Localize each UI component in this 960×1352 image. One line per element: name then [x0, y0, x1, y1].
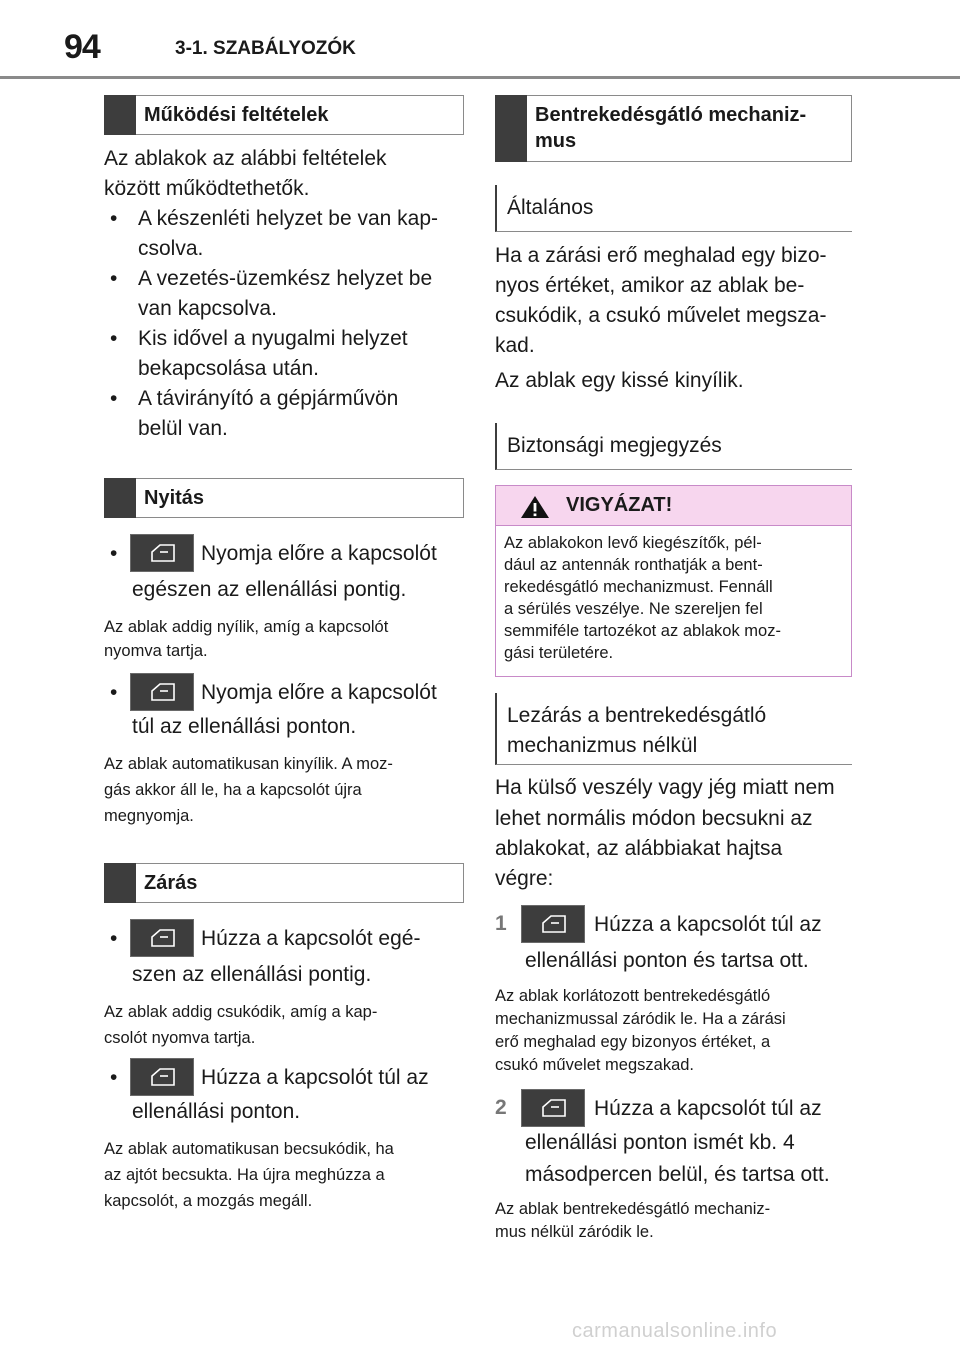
intro-line: között működtethetők.	[104, 177, 310, 200]
warning-line: Az ablakokon levő kiegészítők, pél-	[504, 534, 762, 552]
bullet: •	[110, 1066, 118, 1089]
header-rule	[0, 76, 960, 79]
paragraph-line: végre:	[495, 867, 554, 890]
note-line: nyomva tartja.	[104, 642, 208, 660]
bullet: •	[110, 927, 118, 950]
instruction-text: Húzza a kapcsolót egé-	[201, 927, 421, 950]
note-line: erő meghalad egy bizonyos értéket, a	[495, 1033, 771, 1051]
note-line: mus nélkül záródik le.	[495, 1223, 654, 1241]
note-line: Az ablak bentrekedésgátló mechaniz-	[495, 1200, 771, 1218]
step-number: 2	[495, 1096, 507, 1119]
note-line: kapcsolót, a mozgás megáll.	[104, 1192, 313, 1210]
list-item	[110, 324, 464, 384]
list-item	[110, 384, 464, 444]
note-line: Az ablak addig csukódik, amíg a kap-	[104, 1003, 378, 1021]
page-header	[0, 0, 960, 78]
subheading-general: Általános	[495, 185, 852, 232]
note-line: csukó művelet megszakad.	[495, 1056, 695, 1074]
section-heading-closing	[104, 863, 464, 903]
warning-line: semmiféle tartozékot az ablakok moz-	[504, 622, 781, 640]
list-item-text: csolva.	[138, 237, 204, 260]
note-line: Az ablak addig nyílik, amíg a kapcsolót	[104, 618, 389, 636]
subheading-closing-without-anti-trap	[495, 693, 852, 765]
step-text: Húzza a kapcsolót túl az	[594, 1097, 822, 1120]
note-line: Az ablak automatikusan kinyílik. A moz-	[104, 755, 393, 773]
warning-line: a sérülés veszélye. Ne szereljen fel	[504, 600, 763, 618]
section-bar	[104, 478, 136, 518]
instruction-text: túl az ellenállási ponton.	[132, 715, 357, 738]
list-item-text: Kis idővel a nyugalmi helyzet	[138, 327, 408, 350]
warning-box	[495, 485, 852, 677]
instruction-text: Húzza a kapcsolót túl az	[201, 1066, 429, 1089]
note-line: Az ablak automatikusan becsukódik, ha	[104, 1140, 394, 1158]
window-switch-button	[130, 673, 194, 711]
note-line: Az ablak korlátozott bentrekedésgátló	[495, 987, 771, 1005]
window-switch-icon	[541, 1098, 567, 1118]
section-bar	[104, 863, 136, 903]
page-number: 94	[64, 28, 100, 66]
step-number: 1	[495, 912, 507, 935]
window-switch-icon	[150, 682, 176, 702]
window-switch-button	[130, 1058, 194, 1096]
instruction-text: ellenállási ponton.	[132, 1100, 301, 1123]
bullet: •	[110, 267, 118, 290]
bullet: •	[110, 681, 118, 704]
warning-triangle-icon	[520, 495, 550, 519]
bullet: •	[110, 327, 118, 350]
window-switch-button	[521, 905, 585, 943]
bullet: •	[110, 387, 118, 410]
list-item	[110, 204, 464, 264]
paragraph-line: nyos értéket, amikor az ablak be-	[495, 274, 805, 297]
watermark: carmanualsonline.info	[572, 1320, 778, 1342]
intro-line: Az ablakok az alábbi feltételek	[104, 147, 387, 170]
window-switch-icon	[541, 914, 567, 934]
warning-line: dául az antennák ronthatják a bent-	[504, 556, 763, 574]
paragraph-line: Ha a zárási erő meghalad egy bizo-	[495, 244, 827, 267]
chapter-title: 3-1. SZABÁLYOZÓK	[175, 38, 356, 59]
list-item	[110, 264, 464, 324]
section-heading-opening	[104, 478, 464, 518]
step-text: ellenállási ponton és tartsa ott.	[525, 949, 809, 972]
paragraph-line: Az ablak egy kissé kinyílik.	[495, 369, 744, 392]
subheading-safety-note: Biztonsági megjegyzés	[495, 423, 852, 470]
note-line: csolót nyomva tartja.	[104, 1029, 256, 1047]
bullet: •	[110, 207, 118, 230]
paragraph-line: Ha külső veszély vagy jég miatt nem	[495, 776, 835, 799]
step-text: másodpercen belül, és tartsa ott.	[525, 1163, 830, 1186]
section-bar	[495, 95, 527, 162]
section-title: Működési feltételek	[144, 104, 329, 126]
subheading-line: mechanizmus nélkül	[507, 734, 698, 757]
paragraph-line: kad.	[495, 334, 535, 357]
note-line: megnyomja.	[104, 807, 194, 825]
window-switch-icon	[150, 928, 176, 948]
warning-line: gási területére.	[504, 644, 614, 662]
list-item-text: belül van.	[138, 417, 228, 440]
instruction-text: Nyomja előre a kapcsolót	[201, 542, 437, 565]
list-item-text: bekapcsolása után.	[138, 357, 319, 380]
section-title: Zárás	[144, 872, 198, 894]
section-title: Nyitás	[144, 487, 205, 509]
section-heading-operating-conditions	[104, 95, 464, 135]
note-line: az ajtót becsukta. Ha újra meghúzza a	[104, 1166, 385, 1184]
section-title: Bentrekedésgátló mechaniz- mus	[535, 104, 807, 152]
subheading-line: Lezárás a bentrekedésgátló	[507, 704, 767, 727]
instruction-text: Nyomja előre a kapcsolót	[201, 681, 437, 704]
step-text: ellenállási ponton ismét kb. 4	[525, 1131, 795, 1154]
window-switch-button	[130, 919, 194, 957]
note-line: mechanizmussal záródik le. Ha a zárási	[495, 1010, 786, 1028]
list-item-text: A távirányító a gépjárművön	[138, 387, 399, 410]
warning-text	[504, 532, 841, 664]
step-text: Húzza a kapcsolót túl az	[594, 913, 822, 936]
list-item-text: A vezetés-üzemkész helyzet be	[138, 267, 433, 290]
list-item-text: van kapcsolva.	[138, 297, 277, 320]
warning-line: rekedésgátló mechanizmust. Fennáll	[504, 578, 773, 596]
window-switch-icon	[150, 543, 176, 563]
instruction-text: egészen az ellenállási pontig.	[132, 578, 407, 601]
section-heading-anti-trap	[495, 95, 852, 162]
note-line: gás akkor áll le, ha a kapcsolót újra	[104, 781, 362, 799]
paragraph-line: lehet normális módon becsukni az	[495, 807, 813, 830]
paragraph-line: ablakokat, az alábbiakat hajtsa	[495, 837, 783, 860]
warning-title: VIGYÁZAT!	[566, 494, 673, 516]
warning-header	[496, 486, 851, 526]
instruction-text: szen az ellenállási pontig.	[132, 963, 372, 986]
window-switch-button	[521, 1089, 585, 1127]
paragraph-line: csukódik, a csukó művelet megsza-	[495, 304, 827, 327]
window-switch-icon	[150, 1067, 176, 1087]
bullet: •	[110, 542, 118, 565]
section-bar	[104, 95, 136, 135]
list-item-text: A készenléti helyzet be van kap-	[138, 207, 439, 230]
window-switch-button	[130, 534, 194, 572]
